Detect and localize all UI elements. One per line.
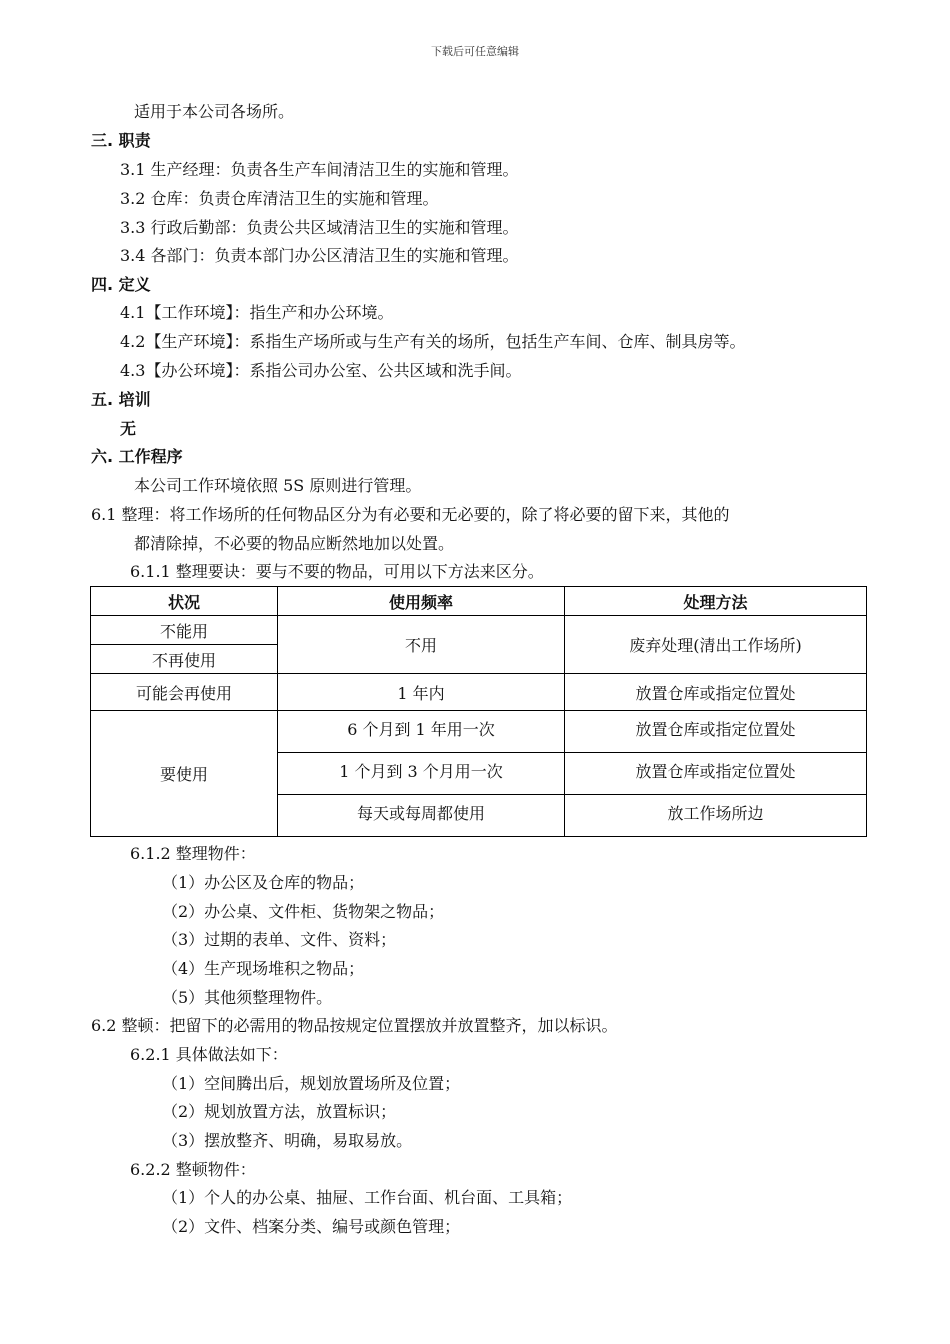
table-header-status: 状况: [91, 587, 278, 616]
section-heading-responsibilities: 三. 职责: [91, 131, 151, 150]
page-header-note: 下载后可任意编辑: [431, 45, 519, 58]
list-item: （1）办公区及仓库的物品；: [162, 873, 365, 892]
list-item: （1）个人的办公桌、抽屉、工作台面、机台面、工具箱；: [162, 1188, 573, 1207]
clause-6-2: 6.2 整顿：把留下的必需用的物品按规定位置摆放并放置整齐，加以标识。: [91, 1016, 618, 1035]
scope-text: 适用于本公司各场所。: [134, 102, 295, 121]
clause-6-1-continued: 都清除掉，不必要的物品应断然地加以处置。: [134, 534, 455, 553]
table-cell-method: 放置仓库或指定位置处: [565, 674, 867, 711]
training-none-text: 无: [120, 419, 137, 438]
table-cell-status: 不能用: [91, 616, 278, 645]
list-item: （2）规划放置方法，放置标识；: [162, 1102, 397, 1121]
clause-4-2: 4.2【生产环境】：系指生产场所或与生产有关的场所，包括生产车间、仓库、制具房等。: [120, 332, 746, 351]
table-cell-frequency: 每天或每周都使用: [278, 795, 565, 837]
clause-4-1: 4.1【工作环境】：指生产和办公环境。: [120, 303, 394, 322]
section-heading-procedure: 六. 工作程序: [91, 447, 183, 466]
clause-3-2: 3.2 仓库：负责仓库清洁卫生的实施和管理。: [120, 189, 439, 208]
clause-6-1-1: 6.1.1 整理要诀：要与不要的物品，可用以下方法来区分。: [130, 562, 544, 581]
clause-3-4: 3.4 各部门：负责本部门办公区清洁卫生的实施和管理。: [120, 246, 519, 265]
clause-6-1: 6.1 整理：将工作场所的任何物品区分为有必要和无必要的，除了将必要的留下来，其他的: [91, 505, 730, 524]
list-item: （1）空间腾出后，规划放置场所及位置；: [162, 1074, 461, 1093]
table-cell-method: 放置仓库或指定位置处: [565, 753, 867, 795]
clause-6-2-2: 6.2.2 整顿物件：: [130, 1160, 256, 1179]
procedure-intro: 本公司工作环境依照 5S 原则进行管理。: [134, 476, 422, 495]
section-heading-definitions: 四. 定义: [91, 275, 151, 294]
clause-6-2-1: 6.2.1 具体做法如下：: [130, 1045, 288, 1064]
clause-6-1-2: 6.1.2 整理物件：: [130, 844, 256, 863]
table-cell-frequency: 不用: [278, 616, 565, 674]
table-cell-status: 不再使用: [91, 645, 278, 674]
table-cell-method: 放工作场所边: [565, 795, 867, 837]
table-header-frequency: 使用频率: [278, 587, 565, 616]
clause-3-3: 3.3 行政后勤部：负责公共区域清洁卫生的实施和管理。: [120, 218, 519, 237]
table-cell-method: 放置仓库或指定位置处: [565, 711, 867, 753]
list-item: （2）办公桌、文件柜、货物架之物品；: [162, 902, 445, 921]
list-item: （2）文件、档案分类、编号或颜色管理；: [162, 1217, 461, 1236]
table-cell-frequency: 1 个月到 3 个月用一次: [278, 753, 565, 795]
section-heading-training: 五. 培训: [91, 390, 151, 409]
list-item: （3）过期的表单、文件、资料；: [162, 930, 397, 949]
table-cell-status: 可能会再使用: [91, 674, 278, 711]
list-item: （5）其他须整理物件。: [162, 988, 333, 1007]
table-cell-status: 要使用: [91, 711, 278, 837]
sorting-rules-table: [90, 586, 867, 837]
table-row: [91, 711, 867, 753]
table-cell-frequency: 1 年内: [278, 674, 565, 711]
clause-3-1: 3.1 生产经理：负责各生产车间清洁卫生的实施和管理。: [120, 160, 519, 179]
table-row: [91, 674, 867, 711]
table-header-method: 处理方法: [565, 587, 867, 616]
table-cell-frequency: 6 个月到 1 年用一次: [278, 711, 565, 753]
table-row: [91, 616, 867, 645]
list-item: （3）摆放整齐、明确，易取易放。: [162, 1131, 413, 1150]
clause-4-3: 4.3【办公环境】：系指公司办公室、公共区域和洗手间。: [120, 361, 522, 380]
list-item: （4）生产现场堆积之物品；: [162, 959, 365, 978]
table-header-row: [91, 587, 867, 616]
table-cell-method: 废弃处理(清出工作场所): [565, 616, 867, 674]
